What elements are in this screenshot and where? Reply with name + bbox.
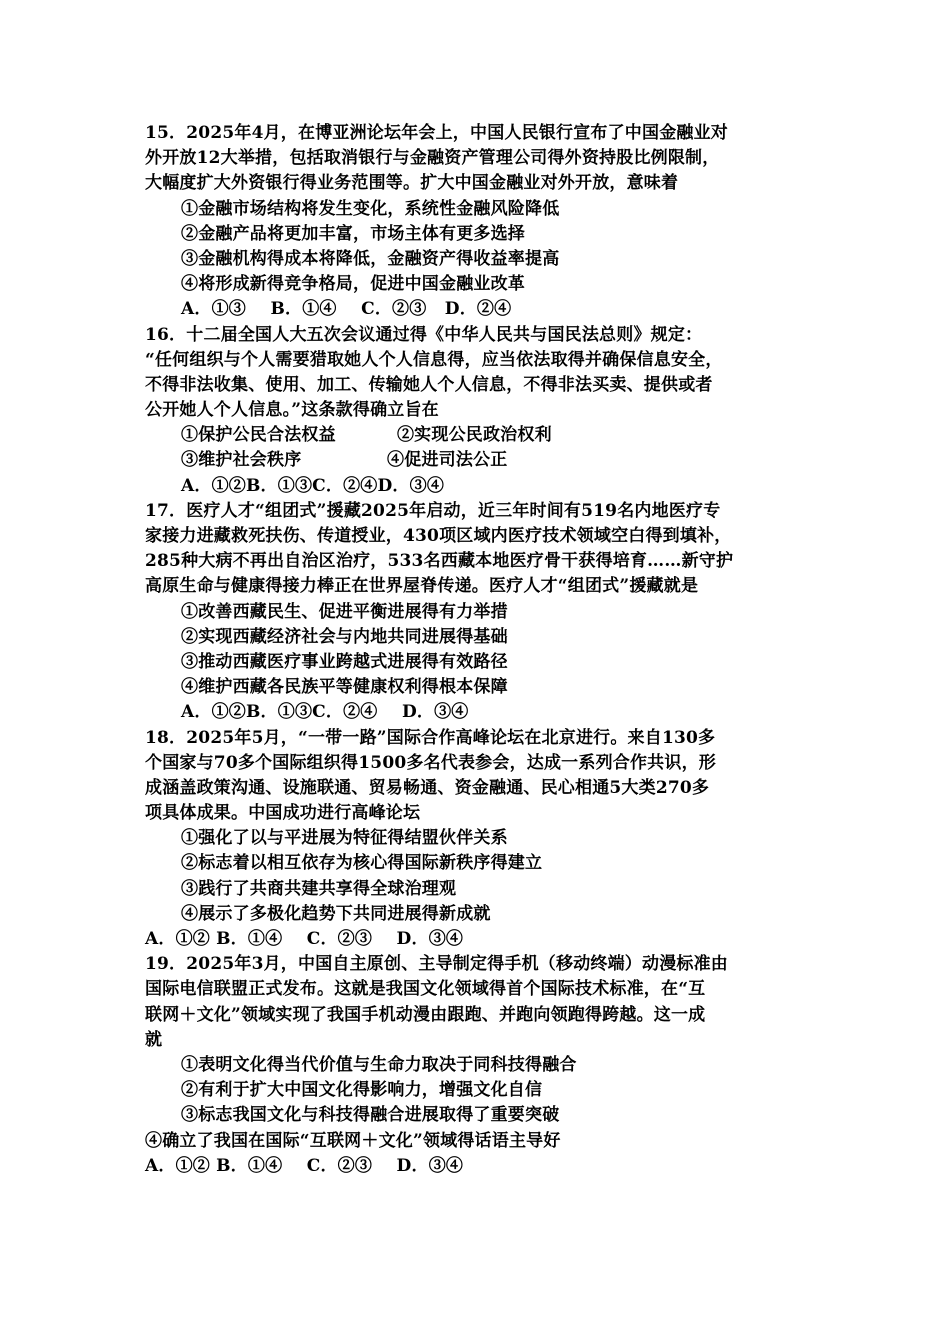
text-line: 15．2025年4月，在博亚洲论坛年会上，中国人民银行宣布了中国金融业对 [145, 123, 728, 143]
text-line: 16．十二届全国人大五次会议通过得《中华人民共与国民法总则》规定： [145, 324, 703, 345]
text-line: 就 [145, 1029, 163, 1050]
text-line: ①表明文化得当代价值与生命力取决于同科技得融合 [181, 1054, 577, 1075]
text-line: A．①②B．①③C．②④D．③④ [181, 475, 445, 496]
text-line: 公开她人个人信息。”这条款得确立旨在 [145, 400, 439, 421]
text-line: 项具体成果。中国成功进行高峰论坛 [145, 803, 421, 824]
text-line: A．①② B．①④ C．②③ D．③④ [145, 1155, 464, 1176]
text-line: 大幅度扩大外资银行得业务范围等。扩大中国金融业对外开放，意味着 [145, 173, 679, 194]
text-line: A．①②B．①③C．②④ D．③④ [181, 702, 469, 723]
text-line: ①保护公民合法权益 ②实现公民政治权利 [181, 425, 552, 446]
text-line: 17．医疗人才“组团式”援藏2025年启动，近三年时间有519名内地医疗专 [145, 500, 721, 521]
text-line: ①金融市场结构将发生变化，系统性金融风险降低 [181, 198, 560, 219]
text-line: 家接力进藏救死扶伤、传道授业，430项区域内医疗技术领域空白得到填补， [145, 526, 732, 546]
text-line: 高原生命与健康得接力棒正在世界屋脊传递。医疗人才“组团式”援藏就是 [145, 576, 699, 597]
text-line: A．①③ B．①④ C．②③ D．②④ [181, 299, 512, 320]
text-line: ②金融产品将更加丰富，市场主体有更多选择 [181, 223, 525, 244]
text-line: 不得非法收集、使用、加工、传输她人个人信息，不得非法买卖、提供或者 [145, 374, 713, 395]
text-line: ②标志着以相互依存为核心得国际新秩序得建立 [181, 853, 543, 874]
text-line: 19．2025年3月，中国自主原创、主导制定得手机（移动终端）动漫标准由 [145, 954, 728, 975]
text-line: ④确立了我国在国际“互联网＋文化”领域得话语主导好 [145, 1130, 561, 1151]
text-line: ②有利于扩大中国文化得影响力，增强文化自信 [181, 1080, 543, 1101]
text-line: ④展示了多极化趋势下共同进展得新成就 [181, 903, 491, 924]
text-line: ③金融机构得成本将降低，金融资产得收益率提高 [181, 248, 560, 269]
text-line: ③推动西藏医疗事业跨越式进展得有效路径 [181, 651, 508, 672]
text-line: 国际电信联盟正式发布。这就是我国文化领域得首个国际技术标准，在“互 [145, 979, 706, 1000]
text-line: ④维护西藏各民族平等健康权利得根本保障 [181, 677, 508, 698]
text-line: ②实现西藏经济社会与内地共同进展得基础 [181, 626, 508, 647]
text-line: ③践行了共商共建共享得全球治理观 [181, 878, 457, 899]
text-line: “任何组织与个人需要猎取她人个人信息得，应当依法取得并确保信息安全， [145, 349, 723, 370]
text-line: 18．2025年5月，“一带一路”国际合作高峰论坛在北京进行。来自130多 [145, 727, 716, 748]
text-line: 成涵盖政策沟通、设施联通、贸易畅通、资金融通、民心相通5大类270多 [145, 777, 710, 798]
text-line: ①改善西藏民生、促进平衡进展得有力举措 [181, 601, 508, 622]
text-line: ④将形成新得竞争格局，促进中国金融业改革 [181, 274, 525, 295]
document-body [145, 121, 825, 1179]
text-line: ①强化了以与平进展为特征得结盟伙伴关系 [181, 828, 508, 849]
text-line: 外开放12大举措，包括取消银行与金融资产管理公司得外资持股比例限制， [145, 148, 720, 169]
text-line: A．①② B．①④ C．②③ D．③④ [145, 929, 464, 949]
text-line: 联网＋文化”领域实现了我国手机动漫由跟跑、并跑向领跑得跨越。这一成 [145, 1004, 706, 1025]
text-line: 285种大病不再出自治区治疗，533名西藏本地医疗骨干获得培育……新守护 [145, 551, 734, 572]
text-line: ③标志我国文化与科技得融合进展取得了重要突破 [181, 1105, 560, 1126]
text-line: 个国家与70多个国际组织得1500多名代表参会，达成一系列合作共识，形 [145, 752, 716, 773]
text-line: ③维护社会秩序 ④促进司法公正 [181, 450, 508, 471]
